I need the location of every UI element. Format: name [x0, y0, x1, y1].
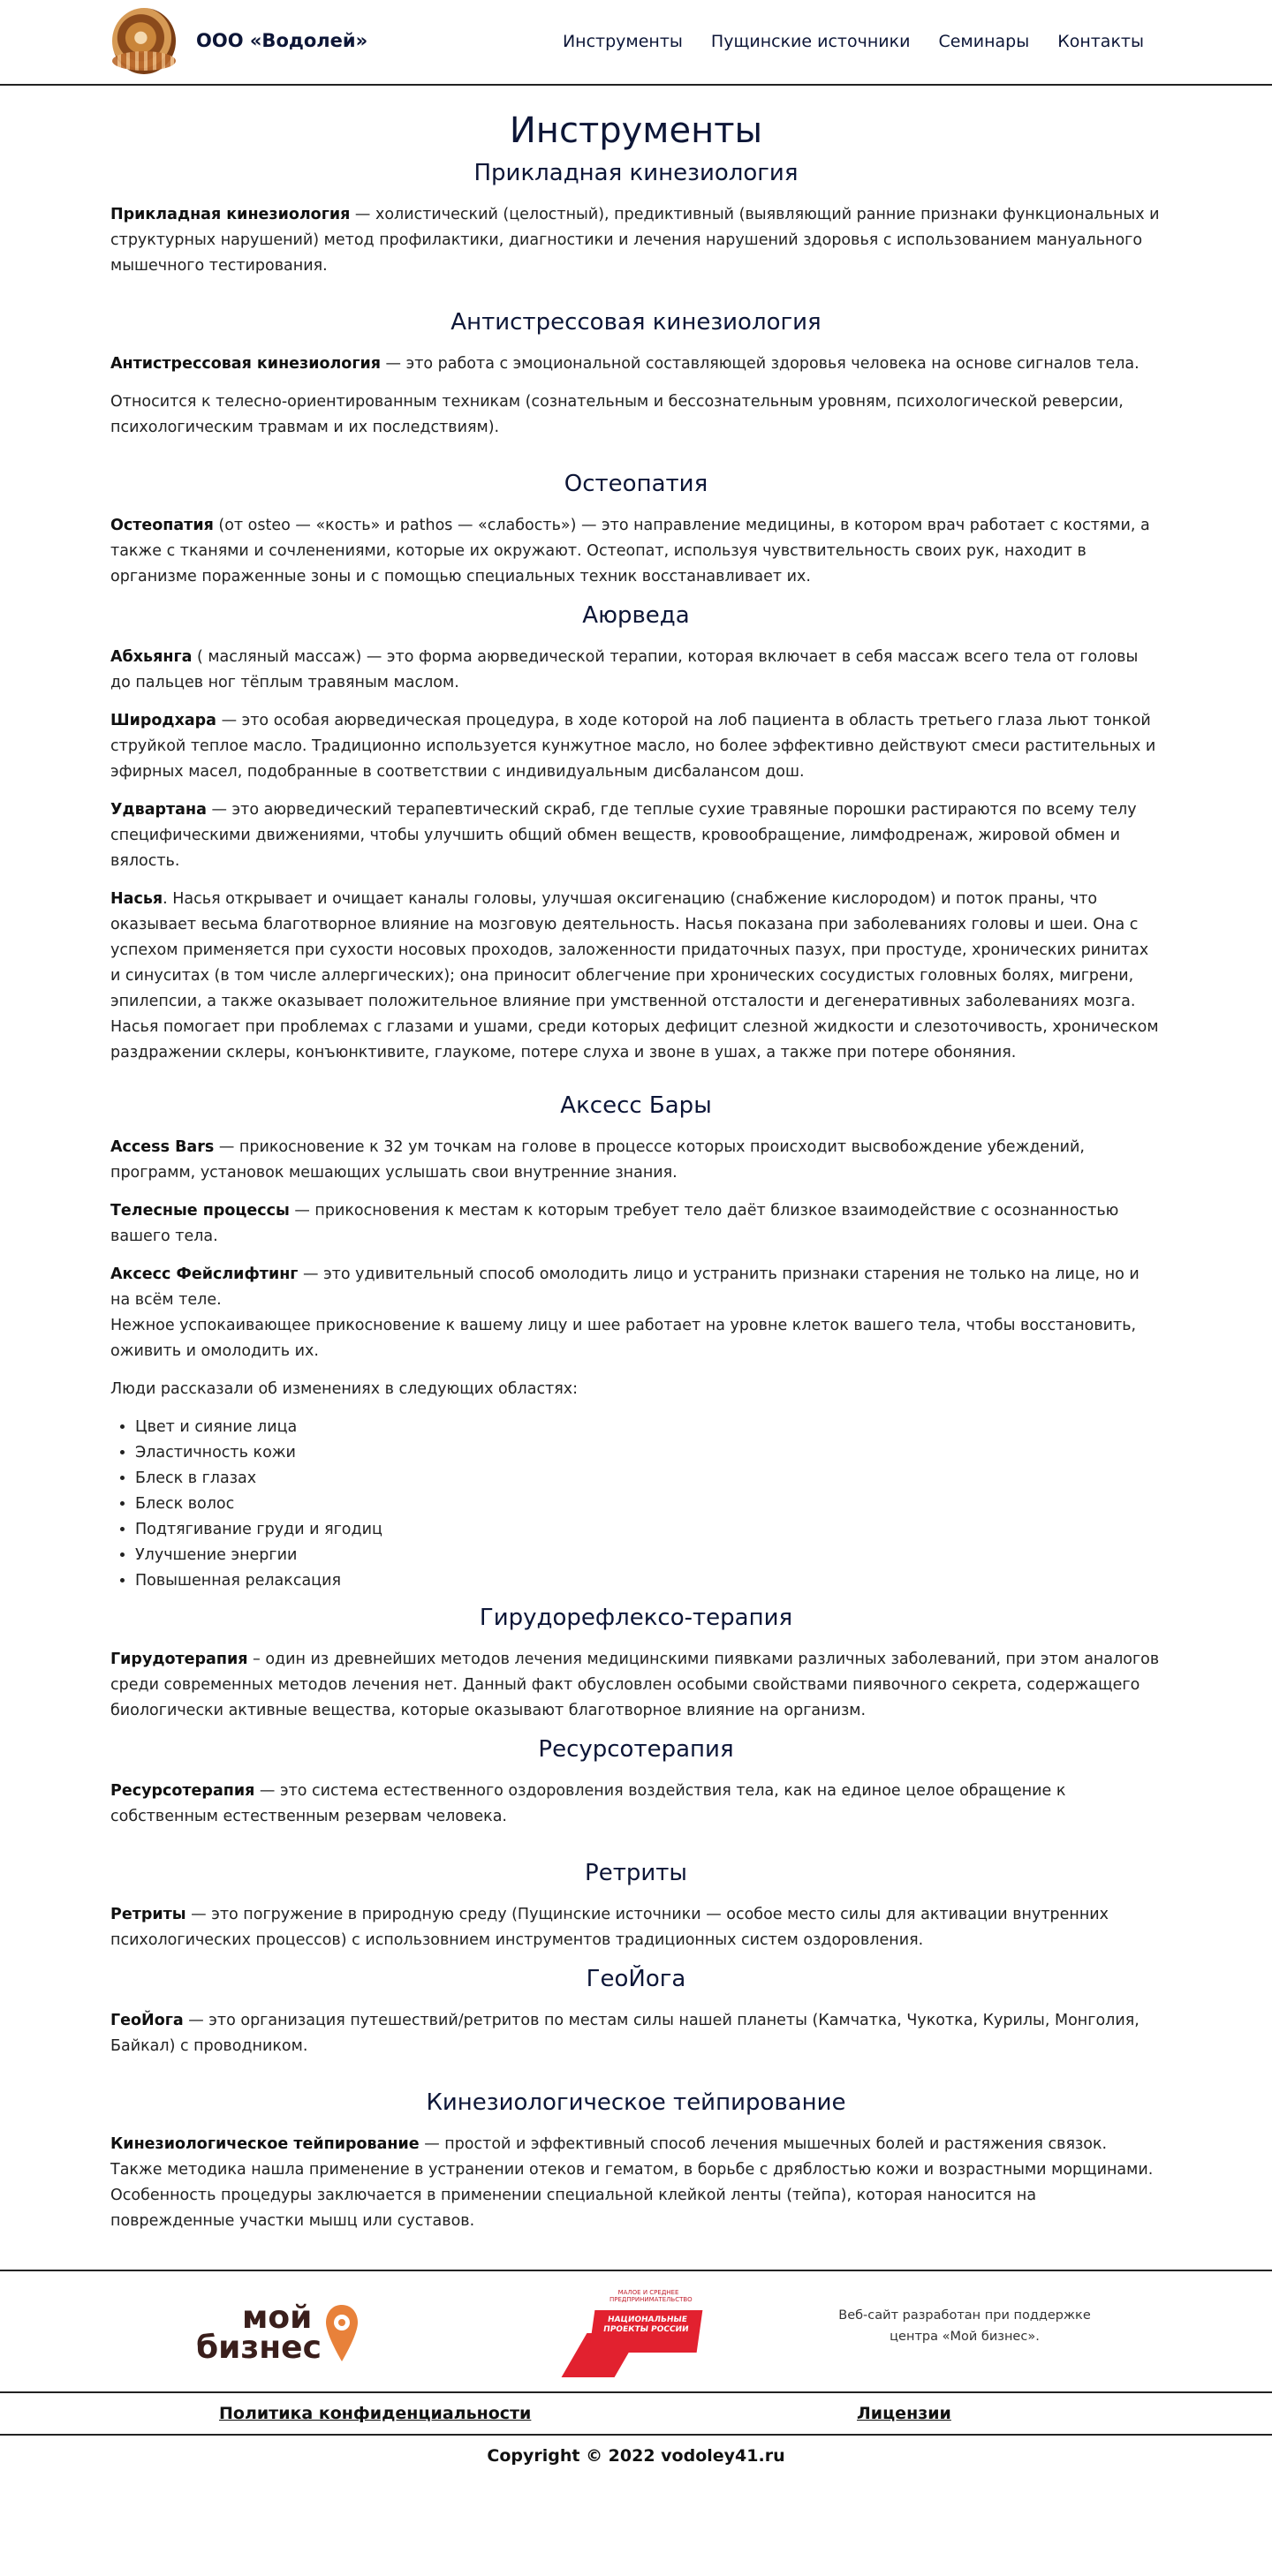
page-title: Инструменты	[509, 110, 763, 151]
list-item: • Цвет и сияние лица	[135, 1415, 1162, 1440]
footer-links	[0, 2393, 1272, 2436]
term: Остеопатия	[110, 517, 214, 534]
main-nav	[563, 32, 1144, 51]
paragraph: Ресурсотерапия — это система естественного оздоровления воздействия тела, как на единое целое обращение к собственным естественным резервам человека.	[110, 1782, 1066, 1825]
paragraph: Ретриты — это погружение в природную среду (Пущинские источники — особое место силы для активации внутренних психологических процессов) с использовнием инструментов традиционных систем оздоровления.	[110, 1906, 1109, 1949]
term: Абхьянга	[110, 648, 193, 666]
term: Прикладная кинезиология	[110, 206, 351, 223]
section-applied-kinesiology	[110, 160, 1162, 279]
term: Удвартана	[110, 801, 207, 819]
term: Access Bars	[110, 1138, 215, 1156]
term: Телесные процессы	[110, 1202, 290, 1220]
list-item: • Эластичность кожи	[135, 1440, 1162, 1466]
copyright: Copyright © 2022 vodoley41.ru	[487, 2446, 785, 2466]
paragraph: Относится к телесно-ориентированным техникам (сознательным и бессознательным уровням, психологической реверсии, психологическим травмам и их последствиям).	[110, 393, 1124, 436]
term: Ретриты	[110, 1906, 186, 1923]
term: ГеоЙога	[110, 2012, 184, 2029]
section-antistress-kinesiology	[110, 309, 1162, 441]
nav-pushchino-springs[interactable]: Пущинские источники	[710, 32, 911, 51]
national-projects-logo[interactable]	[565, 2280, 707, 2384]
paragraph: ГеоЙога — это организация путешествий/ретритов по местам силы нашей планеты (Камчатка, Чукотка, Курилы, Монголия, Байкал) с проводником.	[110, 2012, 1140, 2055]
licenses-link[interactable]: Лицензии	[857, 2404, 951, 2423]
site-header	[0, 0, 1272, 86]
section-title: Аюрведа	[582, 602, 690, 629]
paragraph: Кинезиологическое тейпирование — простой и эффективный способ лечения мышечных болей и растяжения связок. Также методика нашла применение в устранении отеков и гематом, в борьбе с дряблостью кожи и возрастными морщинами. Особенность процедуры заключается в применении специальной клейкой ленты (тейпа), которая наносится на поврежденные участки мышц или суставов.	[110, 2135, 1154, 2230]
nav-instruments[interactable]: Инструменты	[562, 32, 683, 51]
section-title: Кинезиологическое тейпирование	[426, 2089, 846, 2116]
term: Ресурсотерапия	[110, 1782, 255, 1800]
section-retreats	[110, 1860, 1162, 1953]
section-geoyoga	[110, 1966, 1162, 2059]
list-item: • Подтягивание груди и ягодиц	[135, 1517, 1162, 1543]
term: Кинезиологическое тейпирование	[110, 2135, 420, 2153]
section-resource-therapy	[110, 1736, 1162, 1830]
paragraph: Аксесс Фейслифтинг — это удивительный способ омолодить лицо и устранить признаки старения не только на лице, но и на всём теле. Нежное успокаивающее прикосновение к вашему лицу и шее работает на уровне клеток вашего тела, чтобы восстановить, оживить и омолодить их.	[110, 1265, 1140, 1360]
brand-name[interactable]: ООО «Водолей»	[196, 30, 368, 51]
np-logo-tag: НАЦИОНАЛЬНЫЕ ПРОЕКТЫ РОССИИ	[589, 2310, 703, 2353]
section-ayurveda	[110, 602, 1162, 1066]
term: Гирудотерапия	[110, 1651, 248, 1668]
section-title: Гирудорефлексо-терапия	[479, 1605, 793, 1631]
paragraph: Удвартана — это аюрведический терапевтический скраб, где теплые сухие травяные порошки растираются по всему телу специфическими движениями, чтобы улучшить общий обмен веществ, кровообращение, лимфодренаж, жировой обмен и вялость.	[110, 801, 1137, 870]
paragraph: Абхьянга ( масляный массаж) — это форма аюрведической терапии, которая включает в себя массаж всего тела от головы до пальцев ног тёплым травяным маслом.	[110, 648, 1139, 691]
paragraph: Прикладная кинезиология — холистический (целостный), предиктивный (выявляющий ранние признаки функциональных и структурных нарушений) метод профилактики, диагностики и лечения нарушений здоровья с использованием мануального мышечного тестирования.	[110, 206, 1160, 275]
section-title: ГеоЙога	[586, 1966, 686, 1992]
paragraph: Остеопатия (от osteo — «кость» и pathos — «слабость») — это направление медицины, в котором врач работает с костями, а также с тканями и сочленениями, которые их окружают. Остеопат, используя чувствительность своих рук, находит в организме пораженные зоны и с помощью специальных техник восстанавливает их.	[110, 517, 1150, 585]
list-item: • Блеск в глазах	[135, 1466, 1162, 1492]
section-title: Прикладная кинезиология	[473, 160, 799, 186]
logo-stripes	[112, 51, 176, 71]
paragraph: Широдхара — это особая аюрведическая процедура, в ходе которой на лоб пациента в область третьего глаза льют тонкой струйкой теплое масло. Традиционно используется кунжутное масло, но более эффективно действуют смеси растительных и эфирных масел, подобранные в соответствии с индивидуальным дисбалансом дош.	[110, 712, 1156, 781]
term: Аксесс Фейслифтинг	[110, 1265, 299, 1283]
np-logo-caption: МАЛОЕ И СРЕДНЕЕ ПРЕДПРИНИМАТЕЛЬСТВО	[610, 2289, 693, 2303]
partner-logos	[0, 2270, 1272, 2393]
paragraph: Насья. Насья открывает и очищает каналы головы, улучшая оксигенацию (снабжение кислородом) и поток праны, что оказывает весьма благотворное влияние на мозговую деятельность. Насья показана при заболеваниях головы и шеи. Она с успехом применяется при сухости носовых проходов, заложенности придаточных пазух, при простуде, хронических ринитах и синуситах (в том числе аллергических); она приносит облегчение при хронических сосудистых головных болях, мигрени, эпилепсии, а также оказывает положительное влияние при умственной отсталости и дегенеративных заболеваниях мозга. Насья помогает при проблемах с глазами и ушами, среди которых дефицит слезной жидкости и слезоточивость, хроническом раздражении склеры, конъюнктивите, глаукоме, потере слуха и звоне в ушах, а также при потере обоняния.	[110, 890, 1159, 1061]
section-title: Ретриты	[585, 1860, 687, 1886]
section-osteopathy	[110, 471, 1162, 590]
credit-text: Веб-сайт разработан при поддержке центра «Мой бизнес».	[838, 2308, 1091, 2344]
term: Насья	[110, 890, 163, 908]
privacy-policy-link[interactable]: Политика конфиденциальности	[219, 2404, 532, 2423]
paragraph: Телесные процессы — прикосновения к местам к которым требует тело даёт близкое взаимодействие с осознанностью вашего тела.	[110, 1202, 1119, 1245]
moy-biznes-word-1: мой	[242, 2300, 313, 2336]
moy-biznes-word-2: бизнес	[196, 2330, 322, 2366]
section-title: Аксесс Бары	[560, 1092, 712, 1119]
section-title: Остеопатия	[564, 471, 708, 497]
section-title: Антистрессовая кинезиология	[450, 309, 822, 336]
paragraph: Гирудотерапия – один из древнейших методов лечения медицинскими пиявками различных заболеваний, при этом аналогов среди современных методов лечения нет. Данный факт обусловлен особыми свойствами пиявочного секрета, содержащего биологически активные вещества, которые оказывают благотворное влияние на организм.	[110, 1651, 1160, 1719]
section-kinesio-taping	[110, 2089, 1162, 2234]
term: Широдхара	[110, 712, 216, 729]
main-content	[110, 86, 1162, 2270]
section-title: Ресурсотерапия	[538, 1736, 734, 1763]
benefits-list	[135, 1415, 1162, 1594]
term: Антистрессовая кинезиология	[110, 355, 381, 373]
paragraph: Антистрессовая кинезиология — это работа с эмоциональной составляющей здоровья человека на основе сигналов тела.	[110, 355, 1140, 373]
list-item: • Повышенная релаксация	[135, 1568, 1162, 1594]
location-pin-icon	[324, 2303, 360, 2365]
section-access-bars	[110, 1092, 1162, 1594]
paragraph: Люди рассказали об изменениях в следующих областях:	[110, 1380, 579, 1398]
list-item: • Блеск волос	[135, 1492, 1162, 1517]
paragraph: Access Bars — прикосновение к 32 ум точкам на голове в процессе которых происходит высвобождение убеждений, программ, установок мешающих услышать свои внутренние знания.	[110, 1138, 1085, 1182]
nav-seminars[interactable]: Семинары	[938, 32, 1030, 51]
nav-contacts[interactable]: Контакты	[1057, 32, 1144, 51]
list-item: • Улучшение энергии	[135, 1543, 1162, 1568]
moy-biznes-logo[interactable]	[196, 2298, 382, 2372]
site-footer	[0, 2270, 1272, 2482]
section-hirudotherapy	[110, 1605, 1162, 1724]
